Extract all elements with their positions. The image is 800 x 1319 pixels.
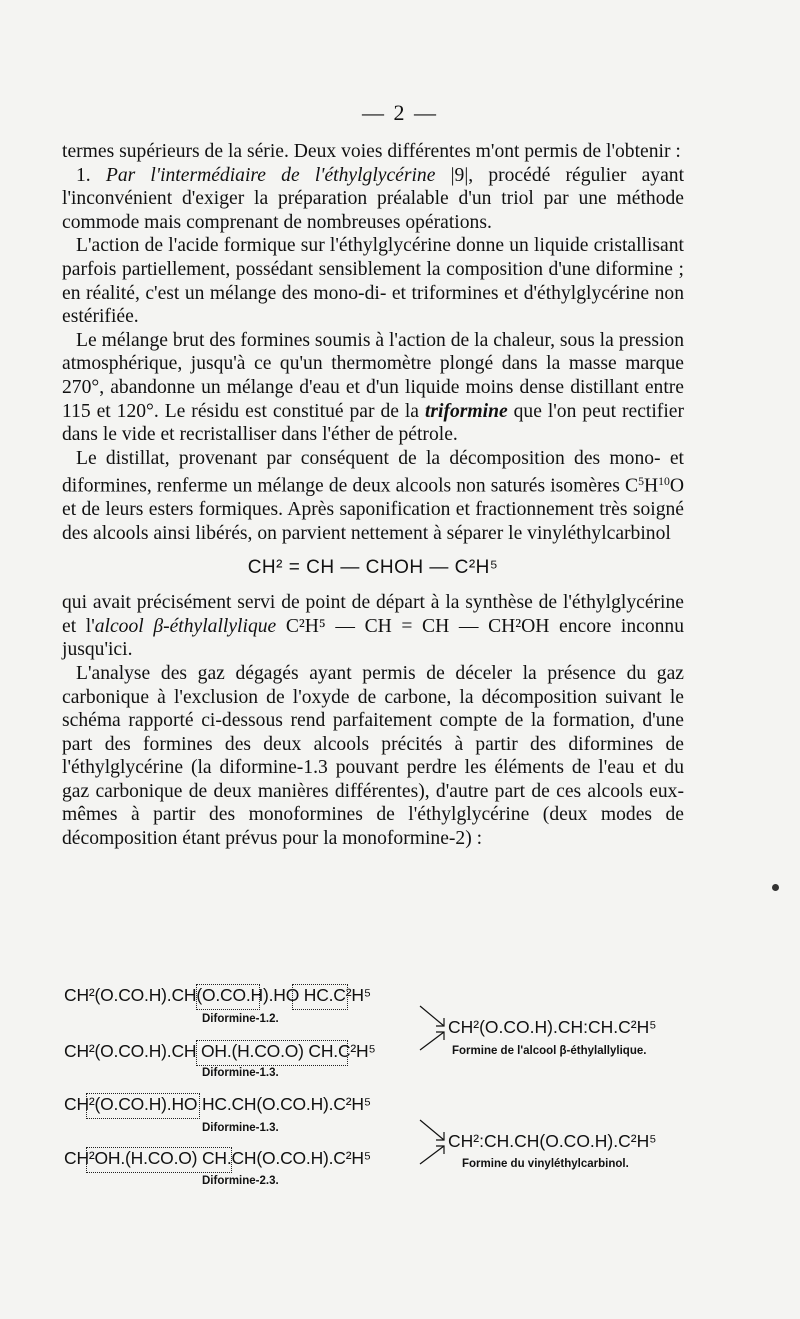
schema-row-1: CH²(O.CO.H).CH(O.CO.H).HO HC.C²H⁵	[64, 985, 371, 1005]
schema-product-2-label: Formine du vinyléthylcarbinol.	[462, 1158, 629, 1170]
schema-label-4: Diformine-2.3.	[202, 1175, 279, 1187]
schema-product-1-label: Formine de l'alcool β-éthylallylique.	[452, 1045, 647, 1057]
schema-label-1: Diformine-1.2.	[202, 1013, 279, 1025]
schema-row-3: CH²(O.CO.H).HO HC.CH(O.CO.H).C²H⁵	[64, 1094, 371, 1114]
dotted-box	[196, 1040, 348, 1066]
method-heading: Par l'intermédiaire de l'éthylglycérine	[105, 164, 436, 186]
dotted-box	[196, 984, 260, 1010]
paragraph-5: Le distillat, provenant par conséquent de la décomposition des mono- et diformines, renferme un mélange de deux alcools non saturés isomères $C^5H^{10}O$ et de leurs esters formiques. Après saponification et fractionnement très soigné des alcools ainsi libérés, on parvient nettement à séparer le vinyléthylcarbinol	[62, 447, 684, 544]
dotted-box	[86, 1147, 232, 1173]
schema-product-1: CH²(O.CO.H).CH:CH.C²H⁵	[448, 1017, 657, 1037]
alcohol-name: alcool β-éthylallylique	[94, 615, 277, 637]
paragraph-7: L'analyse des gaz dégagés ayant permis de déceler la présence du gaz carbonique à l'exclusion de l'oxyde de carbone, la décomposition suivant le schéma rapporté ci-dessous rend parfaitement compte de la formation, d'une part des formines des deux alcools précités à partir des diformines de l'éthylglycérine (la diformine-1.3 pouvant perdre les éléments de l'eau et du gaz carbonique de deux manières différentes), d'autre part de ces alcools eux-mêmes à partir des monoformines de l'éthylglycérine (deux modes de décomposition étant prévus pour la monoformine-2) :	[62, 662, 684, 850]
ink-spot	[772, 884, 779, 891]
schema-label-3: Diformine-1.3.	[202, 1122, 279, 1134]
schema-row-2: CH²(O.CO.H).CH OH.(H.CO.O) CH.C²H⁵	[64, 1041, 376, 1061]
dotted-box	[86, 1093, 200, 1119]
reaction-arrows	[418, 1118, 452, 1168]
paragraph-4: Le mélange brut des formines soumis à l'action de la chaleur, sous la pression atmosphérique, jusqu'à ce qu'un thermomètre plongé dans la masse marque 270°, abandonne un mélange d'eau et d'un liquide moins dense distillant entre 115 et 120°. Le résidu est constitué par de la triformine que l'on peut rectifier dans le vide et recristalliser dans l'éther de pétrole.	[62, 329, 684, 446]
formula-vinylethylcarbinol: CH² = CH — CHOH — C²H⁵	[247, 556, 499, 578]
triformine-term: triformine	[424, 400, 508, 422]
paragraph-1: termes supérieurs de la série. Deux voies différentes m'ont permis de l'obtenir :	[62, 141, 681, 162]
page-number: — 2 —	[362, 100, 438, 125]
schema-row-4: CH²OH.(H.CO.O) CH.CH(O.CO.H).C²H⁵	[64, 1148, 371, 1168]
reaction-arrows	[418, 1004, 452, 1054]
paragraph-3: L'action de l'acide formique sur l'éthylglycérine donne un liquide cristallisant parfois partiellement, possédant sensiblement la composition d'une diformine ; en réalité, c'est un mélange des mono-di- et triformines et d'éthylglycérine non estérifiée.	[62, 235, 684, 328]
dotted-box	[292, 984, 348, 1010]
schema-product-2: CH²:CH.CH(O.CO.H).C²H⁵	[448, 1131, 657, 1151]
paragraph-6: qui avait précisément servi de point de départ à la synthèse de l'éthylglycérine et l'alcool β-éthylallylique C²H⁵ — CH = CH — CH²OH encore inconnu jusqu'ici.	[62, 592, 685, 661]
schema-label-2: Diformine-1.3.	[202, 1067, 279, 1079]
paragraph-2: 1. Par l'intermédiaire de l'éthylglycérine |9|, procédé régulier ayant l'inconvénient d'exiger la préparation préalable d'un triol par une méthode commode mais comprenant de nombreuses opérations.	[62, 164, 685, 233]
